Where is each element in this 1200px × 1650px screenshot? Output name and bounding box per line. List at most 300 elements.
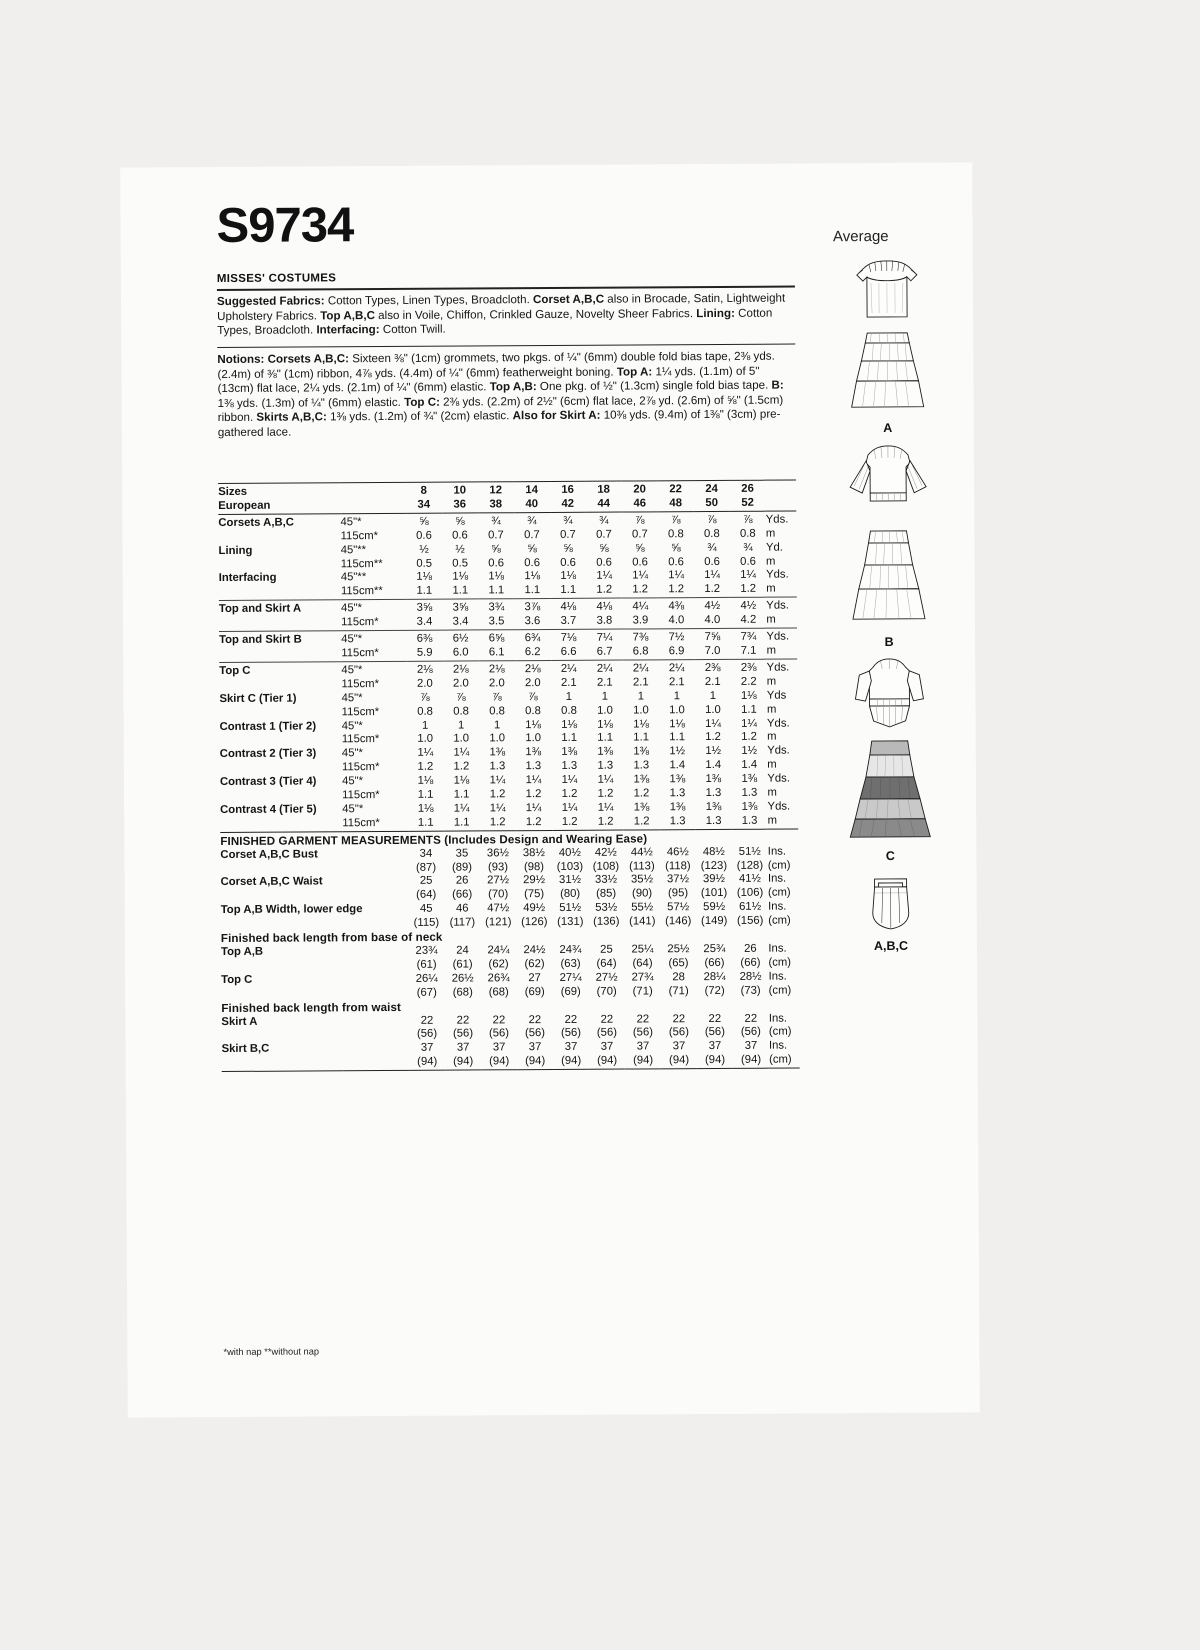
finished-value: 44½	[630, 846, 653, 859]
yardage-label-9: Contrast 3 (Tier 4)	[219, 775, 317, 789]
finished-value: (141)	[629, 915, 656, 928]
waist-unit: (cm)	[769, 1053, 792, 1066]
neck-value: 25½	[667, 943, 690, 956]
yardage-value: 1	[421, 719, 429, 732]
pattern-envelope-back	[120, 162, 980, 1417]
yardage-value: 1¼	[561, 773, 578, 787]
yardage-value: 6⅝	[479, 630, 515, 647]
yardage-label-1: Lining	[218, 544, 253, 557]
finished-label-1: Corset A,B,C Waist	[220, 875, 323, 889]
waist-value: (56)	[668, 1026, 690, 1039]
notions-b: B:	[771, 378, 784, 392]
neck-value: (68)	[488, 985, 509, 999]
difficulty-label: Average	[832, 227, 889, 246]
yardage-value: ⅞	[456, 691, 466, 704]
yardage-unit: Yds.	[766, 511, 797, 528]
finished-unit: Ins.	[768, 900, 787, 913]
yardage-value: 0.6	[740, 555, 756, 568]
waist-value: 22	[420, 1014, 434, 1027]
yardage-label-4	[219, 647, 341, 662]
yardage-value: 1⅜	[669, 773, 686, 786]
yardage-value: 4⅛	[550, 599, 586, 616]
yardage-label-2	[219, 586, 341, 601]
finished-value: (87)	[415, 861, 437, 874]
yardage-value: 1	[601, 690, 609, 703]
neck-value: 27½	[595, 971, 618, 984]
european-size-38: 38	[489, 498, 503, 511]
fabric-width-0-1: 115cm*	[340, 529, 379, 542]
page-title: S9734	[216, 198, 354, 254]
neck-label-0: Top A,B	[220, 945, 264, 959]
yardage-value: 3¾	[478, 599, 514, 616]
notions-top-a: Top A:	[616, 364, 653, 379]
yardage-value: 2¼	[551, 660, 587, 677]
yardage-value: 1¼	[453, 802, 470, 815]
yardage-value: 1⅛	[597, 718, 613, 731]
yardage-unit: m	[766, 582, 776, 596]
yardage-unit: m	[767, 731, 777, 744]
fabrics-text-1: Cotton Types, Linen Types, Broadcloth.	[324, 293, 534, 308]
waist-value: 22	[708, 1012, 722, 1025]
yardage-value: 3⅞	[514, 599, 550, 616]
yardage-value: 1.3	[705, 814, 722, 827]
fabric-width-10-1: 115cm*	[342, 816, 380, 830]
yardage-value: 1.1	[488, 584, 505, 597]
finished-value: (121)	[485, 916, 512, 929]
fabrics-text-2: also in Brocade, Satin, Lightweight Upholstery Fabrics.	[217, 291, 786, 323]
yardage-value: 1.3	[561, 760, 578, 773]
finished-value: 29½	[523, 874, 546, 887]
yardage-unit: m	[766, 703, 777, 716]
notions-text-2: 1¼ yds. (1.1m) of 5" (13cm) flat lace, 2¼ yds. (2.1m) of ¼" (6mm) elastic.	[217, 364, 760, 396]
yardage-unit: m	[767, 814, 778, 827]
nap-footnote: *with nap **without nap	[223, 1346, 320, 1358]
waist-value: (56)	[488, 1027, 510, 1040]
yardage-value: 1.1	[524, 584, 541, 597]
yardage-value: 3.9	[632, 614, 649, 627]
finished-value: (98)	[523, 860, 545, 873]
yardage-value: 1⅜	[741, 800, 758, 813]
finished-label-2	[221, 917, 409, 932]
neck-value: (61)	[416, 958, 437, 971]
yardage-value: 2.2	[740, 675, 757, 688]
neck-value: (73)	[740, 984, 761, 997]
view-abc-label: A,B,C	[873, 938, 909, 954]
finished-value: (123)	[700, 859, 728, 872]
yardage-value: 1	[565, 690, 573, 703]
yardage-label-7: Contrast 1 (Tier 2)	[219, 719, 317, 733]
yardage-value: 1.3	[741, 786, 758, 799]
neck-value: 28½	[739, 970, 762, 983]
finished-value: 46½	[666, 845, 689, 858]
size-header-14: 14	[514, 481, 550, 498]
finished-value: (103)	[556, 860, 584, 873]
yardage-value: 0.7	[488, 528, 504, 542]
yardage-label-6	[219, 706, 341, 721]
waist-value: 37	[672, 1040, 686, 1053]
subhead-back-length-waist: Finished back length from waist	[221, 1000, 401, 1015]
yardage-value: 6.7	[596, 645, 613, 658]
fabrics-interfacing-label: Interfacing:	[316, 323, 380, 337]
yardage-value: 2⅛	[443, 661, 479, 678]
yardage-value: 1.2	[561, 815, 578, 828]
divider-top	[217, 285, 795, 290]
suggested-fabrics-label: Suggested Fabrics:	[216, 294, 325, 309]
fabric-width-3-1: 115cm*	[341, 616, 379, 629]
neck-value: (63)	[560, 957, 581, 970]
yardage-value: 3.7	[560, 614, 577, 628]
yardage-value: 1.0	[633, 703, 649, 717]
width-col-spacer	[340, 482, 406, 499]
yardage-value: 7⅜	[622, 629, 658, 646]
yardage-value: 1.2	[525, 788, 542, 801]
waist-value: (94)	[453, 1055, 474, 1068]
yardage-value: 2⅛	[479, 661, 515, 678]
waist-label-1	[222, 1056, 410, 1072]
yardage-value: 4.0	[704, 614, 721, 627]
yardage-value: 1⅜	[741, 772, 758, 785]
finished-value: 48½	[702, 845, 725, 858]
yardage-value: 0.6	[632, 555, 648, 569]
yardage-value: ¾	[586, 512, 622, 529]
neck-unit: Ins.	[768, 970, 787, 983]
yardage-value: 1.2	[633, 787, 650, 800]
yardage-value: ¾	[478, 513, 514, 530]
top-b-illustration	[824, 441, 953, 526]
neck-value: (62)	[488, 958, 509, 971]
notions-top-ab: Top A,B:	[489, 380, 537, 394]
finished-value: (115)	[413, 916, 440, 930]
waist-value: 37	[564, 1041, 578, 1054]
finished-value: 37½	[666, 873, 690, 886]
yardage-value: 1⅜	[633, 801, 650, 814]
finished-value: (66)	[452, 888, 473, 901]
yardage-value: 1.4	[705, 759, 722, 772]
notions-skirts-abc: Skirts A,B,C:	[256, 410, 327, 425]
yardage-value: 6⅜	[407, 630, 443, 647]
waist-value: (56)	[704, 1026, 725, 1039]
view-c-label: C	[885, 848, 895, 863]
neck-value: 24	[456, 944, 469, 957]
waist-unit: (cm)	[768, 1025, 792, 1039]
yardage-value: 1.0	[705, 703, 721, 716]
finished-value: (64)	[416, 889, 437, 902]
yardage-value: 1⅛	[488, 570, 505, 583]
finished-value: (70)	[488, 888, 509, 901]
yardage-value: 1⅜	[705, 800, 722, 813]
yardage-value: 1⅛	[452, 570, 469, 584]
yardage-value: 2.1	[560, 676, 577, 689]
yardage-value: ⅝	[527, 542, 537, 555]
yardage-value: 2.1	[632, 676, 649, 689]
yardage-value: 2.1	[668, 675, 685, 689]
yardage-label-3: Top and Skirt A	[219, 600, 341, 617]
yardage-value: 1⅛	[416, 571, 433, 584]
view-abc-figure	[821, 872, 961, 953]
yardage-value: 7⅛	[551, 629, 587, 646]
yardage-value: 1.2	[740, 583, 757, 596]
finished-measurements-heading: FINISHED GARMENT MEASUREMENTS (Includes Design and Wearing Ease)	[220, 829, 798, 849]
notions-text-1: Sixteen ⅜" (1cm) grommets, two pkgs. of ¼" (6mm) double fold bias tape, 2⅜ yds. (2.4m) of ⅜" (1cm) ribbon, 4⅞ yds. (4.4m) of ¼" (6mm) featherweight boning.	[217, 349, 775, 381]
yardage-value: 2⅜	[731, 659, 767, 676]
european-size-46: 46	[633, 497, 647, 510]
yardage-value: 1¼	[704, 569, 721, 582]
finished-value: 53½	[595, 901, 618, 915]
yardage-value: 1.1	[597, 732, 614, 745]
yardage-value: 0.6	[416, 529, 432, 542]
finished-value: 51½	[559, 902, 582, 915]
waist-value: 37	[636, 1040, 650, 1053]
yardage-value: 3⅝	[442, 599, 478, 616]
yardage-value: 4.2	[740, 613, 757, 626]
fabric-width-7-1: 115cm*	[341, 733, 380, 746]
yardage-label-8	[220, 761, 342, 776]
view-a-figure	[817, 255, 958, 436]
notions-also-skirt-a: Also for Skirt A:	[512, 409, 601, 423]
neck-label-1: Top C	[221, 973, 253, 986]
yardage-value: 6.6	[560, 645, 577, 658]
yardage-value: 3.5	[488, 615, 505, 628]
yardage-unit: Yds.	[767, 800, 791, 813]
yardage-unit: Yds.	[767, 772, 790, 785]
yardage-label-5: Top C	[219, 662, 341, 679]
yardage-value: 1.0	[453, 732, 470, 745]
neck-value: (70)	[596, 985, 617, 998]
finished-value: (108)	[592, 860, 620, 873]
size-header-16: 16	[550, 481, 586, 498]
waist-value: (56)	[740, 1026, 761, 1039]
waist-value: 22	[744, 1012, 758, 1025]
yardage-value: 1¼	[668, 569, 685, 582]
yardage-unit: Yds.	[766, 717, 790, 730]
fabric-width-9-1: 115cm*	[342, 789, 380, 802]
neck-value: (66)	[704, 956, 725, 969]
fabrics-text-4: Cotton Types, Broadcloth.	[217, 306, 773, 338]
yardage-value: 1.2	[561, 787, 578, 800]
neck-value: 28	[672, 970, 685, 984]
suggested-fabrics	[217, 292, 792, 339]
yardage-value: 6.0	[452, 646, 469, 659]
fabric-width-2-0: 45"**	[340, 571, 367, 584]
waist-value: (94)	[489, 1055, 510, 1068]
finished-value: 51½	[738, 845, 761, 858]
yardage-unit: m	[766, 675, 777, 688]
neck-value: 24¾	[559, 943, 582, 956]
fabric-width-8-1: 115cm*	[341, 761, 380, 774]
yardage-value: ⅝	[563, 542, 573, 555]
skirt-b-illustration	[824, 525, 953, 634]
yardage-unit: Yds.	[767, 744, 790, 757]
neck-label-0	[221, 959, 409, 974]
notions	[217, 350, 793, 441]
yardage-value: 1¼	[597, 801, 614, 814]
yardage-value: 1.3	[633, 759, 650, 772]
neck-value: 26¾	[487, 972, 510, 985]
yardage-value: 1.1	[633, 731, 650, 744]
fabric-width-2-1: 115cm**	[340, 585, 383, 598]
notions-text-7: 10⅜ yds. (9.4m) of 1⅜" (3cm) pre-gathered lace.	[217, 407, 781, 439]
finished-value: 40½	[558, 846, 581, 859]
yardage-value: 1.3	[597, 759, 614, 772]
yardage-value: 0.8	[489, 704, 505, 717]
neck-value: 25¼	[631, 943, 654, 956]
yardage-value: 1⅛	[740, 689, 757, 702]
yardage-value: 1⅛	[525, 718, 541, 731]
yardage-value: 0.6	[488, 556, 505, 569]
fabrics-text-3: also in Voile, Chiffon, Crinkled Gauze, Novelty Sheer Fabrics.	[374, 306, 697, 322]
fabrics-lining-label: Lining:	[696, 306, 735, 320]
yardage-label-0: Corsets A,B,C	[218, 514, 340, 531]
yardage-value: 1.2	[668, 583, 685, 596]
yardage-value: 1.1	[560, 584, 577, 597]
yardage-value: ⅞	[658, 511, 694, 528]
finished-value: 35	[455, 847, 469, 860]
finished-unit: Ins.	[767, 845, 787, 858]
finished-value: 45	[419, 903, 433, 916]
yardage-value: ⅝	[671, 541, 681, 554]
neck-value: 27¼	[559, 971, 582, 984]
yardage-value: 1.2	[633, 815, 650, 828]
yardage-value: 1.1	[669, 731, 686, 744]
yardage-value: ¾	[514, 512, 550, 529]
yardage-value: 1⅜	[525, 746, 542, 759]
yardage-value: 1⅜	[633, 773, 650, 786]
waist-value: 37	[456, 1041, 470, 1054]
yardage-value: ½	[419, 543, 429, 556]
yardage-value: 1.3	[669, 815, 686, 828]
finished-value: (117)	[449, 916, 476, 929]
finished-value: 55½	[631, 901, 654, 914]
yardage-label-9	[220, 789, 342, 804]
european-size-42: 42	[561, 497, 575, 510]
finished-value: (113)	[629, 859, 655, 873]
yardage-value: 3.4	[416, 615, 433, 628]
yardage-value: 1¼	[417, 747, 434, 760]
fabric-width-5-0: 45"*	[341, 661, 407, 678]
finished-value: 57½	[667, 901, 690, 914]
yardage-value: ⅝	[599, 542, 609, 555]
waist-value: (56)	[416, 1028, 438, 1041]
notions-text-3: One pkg. of ½" (1.3cm) single fold bias tape.	[536, 378, 772, 394]
view-b-figure	[818, 441, 959, 650]
finished-value: 36½	[486, 846, 509, 860]
yardage-value: 1⅛	[453, 774, 470, 787]
finished-value: (80)	[560, 888, 581, 901]
skirt-c-illustration	[826, 735, 955, 848]
fabric-width-1-1: 115cm**	[340, 557, 383, 570]
yardage-value: 7⅝	[694, 628, 730, 645]
finished-value: 42½	[594, 846, 617, 859]
yardage-value: 0.7	[631, 528, 648, 541]
yardage-value: ½	[455, 543, 465, 556]
neck-value: 27	[528, 971, 541, 984]
yardage-value: 1.1	[452, 584, 469, 597]
yardage-value: 1.4	[669, 759, 686, 772]
yardage-value: 1⅜	[633, 745, 650, 758]
neck-value: (67)	[416, 986, 437, 999]
yardage-value: 2⅛	[407, 661, 443, 678]
yardage-value: 1¼	[525, 801, 542, 815]
yardage-value: 2.0	[452, 677, 469, 690]
yardage-value: 2.0	[488, 677, 505, 690]
yardage-value: 7.1	[740, 644, 757, 657]
yardage-value: 2¼	[659, 659, 695, 676]
yardage-unit: m	[765, 555, 776, 568]
waist-label-1: Skirt B,C	[221, 1043, 270, 1056]
yardage-value: 1.1	[453, 816, 470, 829]
yardage-value: 1.0	[597, 704, 613, 717]
yardage-value: 4¼	[622, 598, 658, 615]
yardage-label-6: Skirt C (Tier 1)	[219, 692, 297, 705]
header	[216, 198, 816, 254]
yardage-unit: Yds.	[766, 597, 797, 614]
yardage-value: 1	[493, 718, 501, 731]
yardage-value: 0.6	[524, 556, 541, 569]
yardage-value: 1⅜	[705, 773, 722, 786]
finished-value: (146)	[665, 915, 692, 928]
yardage-value: 1¼	[561, 801, 578, 814]
yardage-value: ⅞	[622, 512, 658, 529]
waist-value: (94)	[740, 1053, 762, 1067]
neck-unit: (cm)	[768, 984, 792, 997]
yardage-value: ⅞	[528, 690, 538, 703]
yardage-value: 7½	[658, 629, 694, 646]
category-label: MISSES' COSTUMES	[216, 272, 337, 286]
yardage-value: 2¼	[587, 660, 623, 677]
notions-text-6: 1⅜ yds. (1.2m) of ¾" (2cm) elastic.	[326, 409, 513, 424]
yardage-value: ⅝	[635, 542, 645, 555]
european-size-48: 48	[669, 497, 683, 510]
yardage-value: ⅞	[492, 690, 502, 704]
yardage-value: 5.9	[416, 646, 433, 659]
yardage-value: 1¼	[705, 717, 721, 730]
neck-unit: (cm)	[768, 956, 792, 969]
yardage-value: 2¼	[623, 660, 659, 677]
yardage-label-2: Interfacing	[218, 572, 277, 585]
european-size-36: 36	[453, 498, 467, 511]
waist-value: (56)	[632, 1026, 654, 1039]
yardage-value: 7¼	[587, 629, 623, 646]
yardage-value: 0.8	[667, 527, 684, 540]
finished-label-0	[220, 861, 408, 876]
yardage-value: 1.2	[705, 731, 721, 744]
waist-value: (94)	[704, 1054, 726, 1067]
waist-value: (94)	[561, 1055, 582, 1068]
finished-value: 47½	[487, 902, 510, 915]
yardage-value: 1¼	[741, 717, 757, 730]
finished-value: 26	[455, 874, 469, 888]
yardage-value: ⅞	[420, 691, 430, 704]
yardage-value: 1¼	[489, 802, 506, 815]
yardage-value: 1.1	[416, 585, 433, 598]
yardage-value: 1.2	[489, 788, 506, 801]
finished-value: 49½	[523, 902, 546, 915]
yardage-value: 0.8	[703, 527, 720, 540]
finished-value: 31½	[559, 874, 582, 887]
yardage-value: 1.4	[741, 758, 758, 772]
yardage-value: 0.8	[453, 705, 469, 718]
yardage-value: 1.2	[525, 815, 542, 828]
yardage-value: ¾	[550, 512, 586, 529]
waist-value: (94)	[525, 1055, 546, 1068]
waist-unit: Ins.	[768, 1039, 788, 1053]
waist-value: (94)	[417, 1055, 438, 1069]
skirt-a-illustration	[823, 327, 952, 420]
yardage-value: 1.2	[596, 583, 613, 597]
waist-value: 37	[492, 1041, 506, 1054]
yardage-value: 0.5	[416, 557, 433, 570]
finished-value: (75)	[524, 888, 545, 901]
